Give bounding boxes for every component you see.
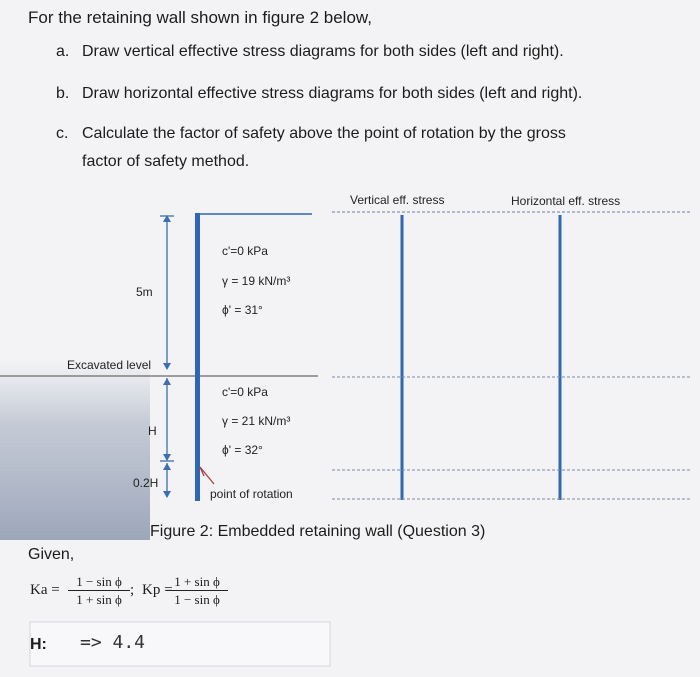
item-letter: c.: [56, 125, 69, 142]
excavated-level-label: Excavated level: [67, 358, 152, 372]
dim-arrow: [163, 378, 171, 385]
formula-separator: ;: [130, 582, 135, 598]
item-text: Draw vertical effective stress diagrams for both sides (left and right).: [82, 43, 564, 60]
figure-caption: Figure 2: Embedded retaining wall (Question 3): [150, 523, 486, 540]
kp-numerator: 1 + sin ϕ: [166, 574, 228, 591]
item-text-line2: factor of safety method.: [82, 153, 250, 170]
question-intro: For the retaining wall shown in figure 2 below,: [28, 8, 372, 27]
item-letter: b.: [56, 85, 70, 102]
lower-layer-unit-weight: γ = 21 kN/m³: [222, 414, 291, 428]
lower-layer-friction-angle: ϕ' = 32°: [222, 443, 263, 457]
point-of-rotation-label: point of rotation: [210, 487, 293, 501]
upper-layer-cohesion: c'=0 kPa: [222, 244, 268, 258]
retaining-wall: [195, 213, 200, 501]
dim-arrow: [163, 363, 171, 370]
h-answer-input[interactable]: => 4.4: [80, 632, 146, 653]
kp-label: Kp =: [142, 582, 173, 598]
item-text-line1: Calculate the factor of safety above the point of rotation by the gross: [82, 125, 566, 142]
rotation-pointer: [200, 467, 214, 484]
dim-label-5m: 5m: [136, 285, 153, 299]
vertical-stress-header: Vertical eff. stress: [350, 193, 445, 207]
dim-label-h: H: [148, 424, 157, 438]
answer-box: [30, 622, 330, 666]
item-letter: a.: [56, 43, 70, 60]
lower-layer-cohesion: c'=0 kPa: [222, 385, 268, 399]
ka-denominator: 1 + sin ϕ: [76, 592, 122, 607]
horizontal-stress-header: Horizontal eff. stress: [511, 194, 621, 208]
dim-label-0-2h: 0.2H: [133, 476, 159, 490]
upper-layer-friction-angle: ϕ' = 31°: [222, 303, 263, 317]
item-text: Draw horizontal effective stress diagrams for both sides (left and right).: [82, 85, 583, 102]
given-label: Given,: [28, 546, 75, 563]
ka-numerator: 1 − sin ϕ: [68, 574, 130, 591]
dim-arrow: [163, 491, 171, 498]
dim-arrow: [163, 463, 171, 470]
dim-arrow: [163, 454, 171, 461]
ka-label: Ka =: [30, 582, 60, 598]
h-label: H:: [30, 636, 47, 653]
kp-denominator: 1 − sin ϕ: [174, 592, 220, 607]
upper-layer-unit-weight: γ = 19 kN/m³: [222, 274, 291, 288]
